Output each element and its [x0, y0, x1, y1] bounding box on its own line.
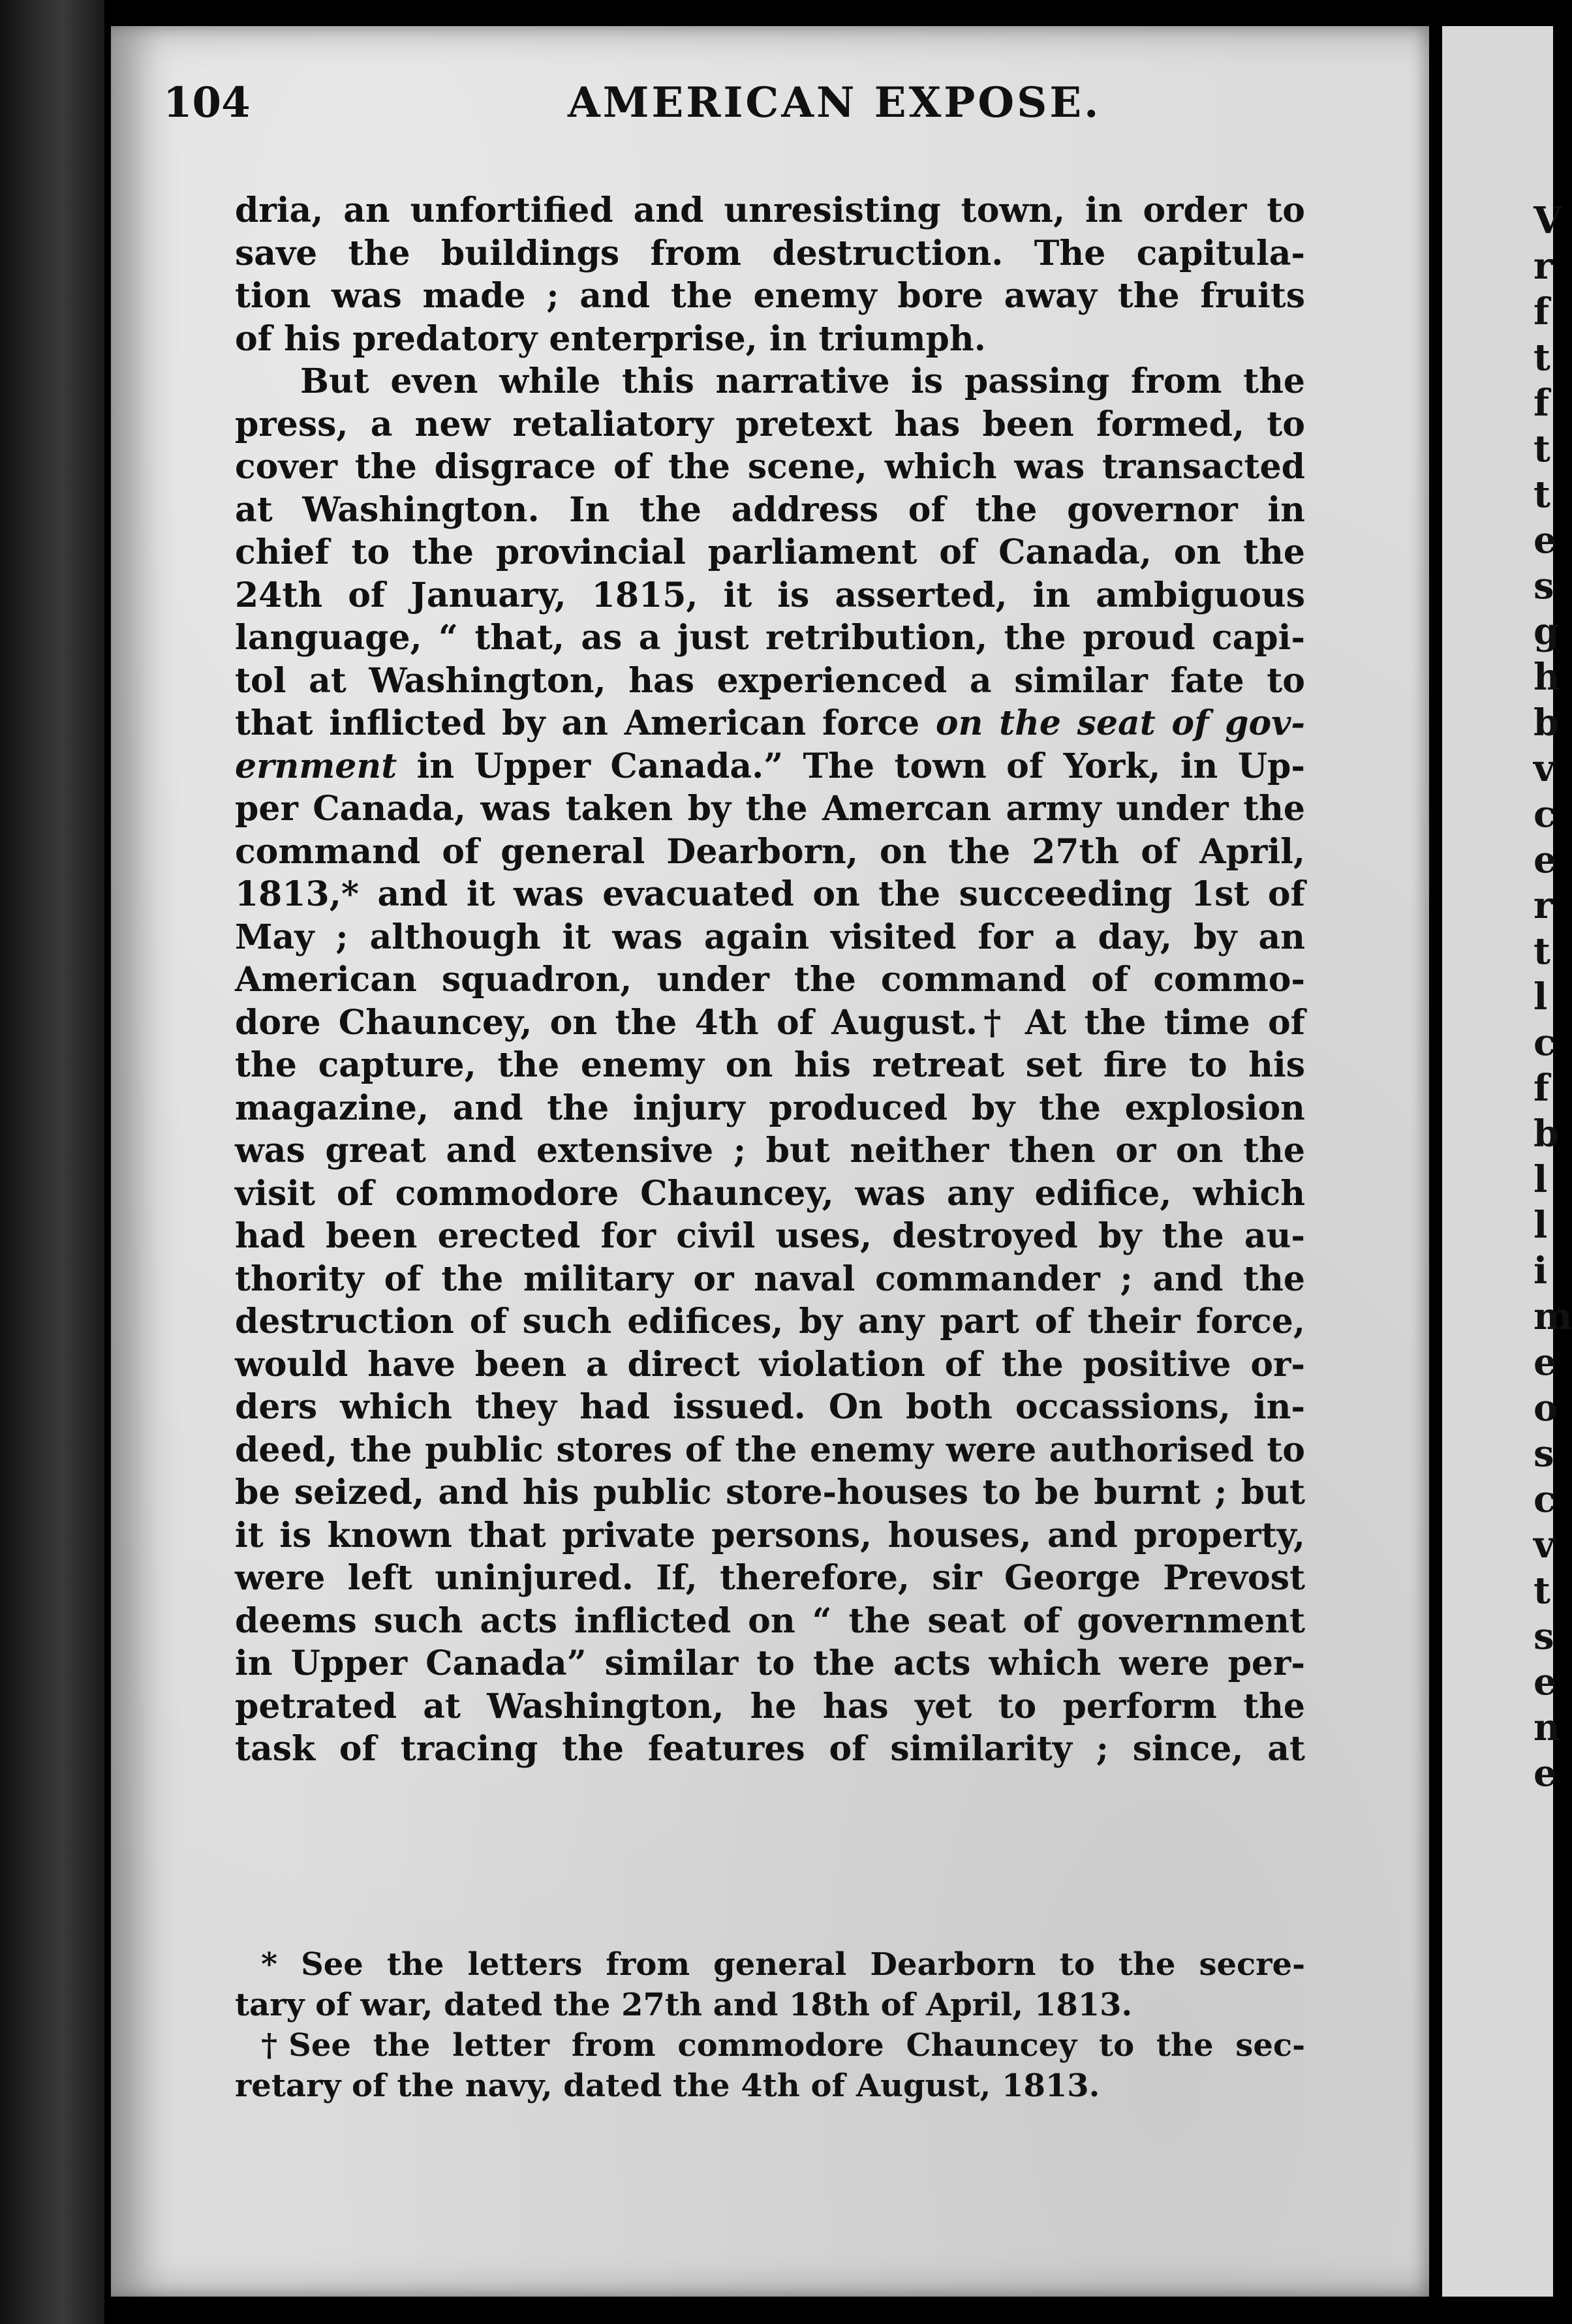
- text-line: American squadron, under the command of commo-: [235, 960, 1305, 1000]
- text-line: of his predatory enterprise, in triumph.: [235, 318, 986, 359]
- footnote-line: * See the letters from general Dearborn to the secre-: [261, 1946, 1305, 1983]
- adjacent-page-edge: [1442, 26, 1572, 2297]
- italic-phrase: on the seat of gov-: [935, 703, 1305, 743]
- adjacent-page-letter: l: [1533, 1204, 1548, 1247]
- text-line: [235, 702, 1305, 745]
- text-line: deems such acts inflicted on “ the seat of government: [235, 1600, 1305, 1641]
- adjacent-page-letter: V: [1533, 199, 1562, 242]
- text-line: the capture, the enemy on his retreat set fire to his: [235, 1045, 1305, 1085]
- adjacent-page-letter: e: [1533, 1752, 1557, 1795]
- adjacent-page-letter: t: [1533, 427, 1550, 470]
- text-line: cover the disgrace of the scene, which was transacted: [235, 447, 1305, 487]
- adjacent-page-letter: s: [1533, 1615, 1554, 1658]
- text-line: [235, 745, 1305, 788]
- text-line: language, “ that, as a just retribution, the proud capi-: [235, 618, 1305, 658]
- adjacent-page-letter: s: [1533, 564, 1554, 607]
- text-line: 24th of January, 1815, it is asserted, in ambiguous: [235, 575, 1305, 615]
- adjacent-page-letter: v: [1533, 1523, 1555, 1567]
- footnote-line: retary of the navy, dated the 4th of August, 1813.: [235, 2068, 1100, 2104]
- text-line: was great and extensive ; but neither then or on the: [235, 1131, 1305, 1170]
- running-title: AMERICAN EXPOSE.: [568, 78, 1102, 127]
- adjacent-page-letter: c: [1533, 793, 1556, 836]
- text-segment: that inflicted by an American force: [235, 703, 920, 743]
- text-line: magazine, and the injury produced by the explosion: [235, 1088, 1305, 1128]
- adjacent-page-letter: f: [1533, 290, 1550, 333]
- page-header: [163, 59, 1312, 137]
- text-line: deed, the public stores of the enemy were authorised to: [235, 1430, 1305, 1470]
- italic-phrase: ernment: [235, 746, 397, 786]
- adjacent-page-letter: e: [1533, 1341, 1557, 1384]
- adjacent-page-letter: l: [1533, 975, 1548, 1018]
- adjacent-page-letter: n: [1533, 1706, 1560, 1749]
- footnotes: [235, 1944, 1305, 2106]
- text-line: ders which they had issued. On both occassions, in-: [235, 1387, 1305, 1427]
- adjacent-page-letter: t: [1533, 473, 1550, 516]
- text-line: would have been a direct violation of the positive or-: [235, 1344, 1305, 1384]
- adjacent-page-letter: v: [1533, 747, 1555, 790]
- text-line: dore Chauncey, on the 4th of August.† At the time of: [235, 1002, 1305, 1043]
- text-line: tol at Washington, has experienced a similar fate to: [235, 660, 1305, 701]
- adjacent-page-letter: t: [1533, 1569, 1550, 1612]
- adjacent-page-letter: s: [1533, 1432, 1554, 1475]
- adjacent-page-letter: c: [1533, 1021, 1556, 1064]
- adjacent-page-letter: r: [1533, 245, 1553, 288]
- adjacent-page-letter: h: [1533, 656, 1560, 699]
- text-line: were left uninjured. If, therefore, sir George Prevost: [235, 1558, 1305, 1598]
- text-line: save the buildings from destruction. The capitula-: [235, 233, 1305, 273]
- page-gutter: [1429, 0, 1442, 2324]
- adjacent-page-letter: f: [1533, 382, 1550, 425]
- adjacent-page-letter: m: [1533, 1295, 1572, 1338]
- text-line: be seized, and his public store-houses to be burnt ; but: [235, 1473, 1305, 1512]
- footnote-line: tary of war, dated the 27th and 18th of April, 1813.: [235, 1987, 1133, 2023]
- adjacent-page-letter: g: [1533, 610, 1560, 653]
- text-line: it is known that private persons, houses, and property,: [235, 1515, 1305, 1555]
- adjacent-page-letter: r: [1533, 884, 1553, 927]
- text-line: tion was made ; and the enemy bore away the fruits: [235, 276, 1305, 316]
- text-line: thority of the military or naval commander ; and the: [235, 1259, 1305, 1299]
- adjacent-page-letter: e: [1533, 519, 1557, 562]
- text-line: had been erected for civil uses, destroyed by the au-: [235, 1216, 1305, 1256]
- text-line: But even while this narrative is passing from the: [300, 361, 1305, 401]
- text-line: command of general Dearborn, on the 27th of April,: [235, 831, 1305, 872]
- adjacent-page-letter: l: [1533, 1158, 1548, 1201]
- text-line: chief to the provincial parliament of Canada, on the: [235, 532, 1305, 572]
- adjacent-page-letter: e: [1533, 1660, 1557, 1704]
- adjacent-page-letter: e: [1533, 838, 1557, 881]
- text-line: press, a new retaliatory pretext has been formed, to: [235, 404, 1305, 444]
- text-segment: in Upper Canada.” The town of York, in Up-: [416, 746, 1305, 786]
- adjacent-page-letter: b: [1533, 701, 1560, 744]
- adjacent-page-letter: f: [1533, 1067, 1550, 1110]
- footnote-line: †See the letter from commodore Chauncey to the sec-: [261, 2027, 1305, 2064]
- text-line: in Upper Canada” similar to the acts which were per-: [235, 1644, 1305, 1683]
- text-line: visit of commodore Chauncey, was any edifice, which: [235, 1173, 1305, 1214]
- page-number: 104: [163, 78, 251, 127]
- text-line: per Canada, was taken by the Amercan army under the: [235, 789, 1305, 829]
- text-line: May ; although it was again visited for a day, by an: [235, 917, 1305, 957]
- body-text: [235, 189, 1305, 1771]
- text-line: dria, an unfortified and unresisting town, in order to: [235, 191, 1305, 230]
- text-line: petrated at Washington, he has yet to perform the: [235, 1686, 1305, 1726]
- text-line: at Washington. In the address of the governor in: [235, 489, 1305, 530]
- adjacent-page-letter: i: [1533, 1249, 1548, 1292]
- book-spine: [0, 0, 104, 2324]
- text-line: task of tracing the features of similarity ; since, at: [235, 1729, 1305, 1769]
- adjacent-page-letter: b: [1533, 1112, 1560, 1155]
- adjacent-page-letter: c: [1533, 1478, 1556, 1521]
- adjacent-page-letter: t: [1533, 930, 1550, 973]
- adjacent-page-letter: o: [1533, 1386, 1558, 1430]
- adjacent-page-letter: t: [1533, 336, 1550, 379]
- text-line: 1813,* and it was evacuated on the succeeding 1st of: [235, 874, 1305, 914]
- text-line: destruction of such edifices, by any part of their force,: [235, 1302, 1305, 1341]
